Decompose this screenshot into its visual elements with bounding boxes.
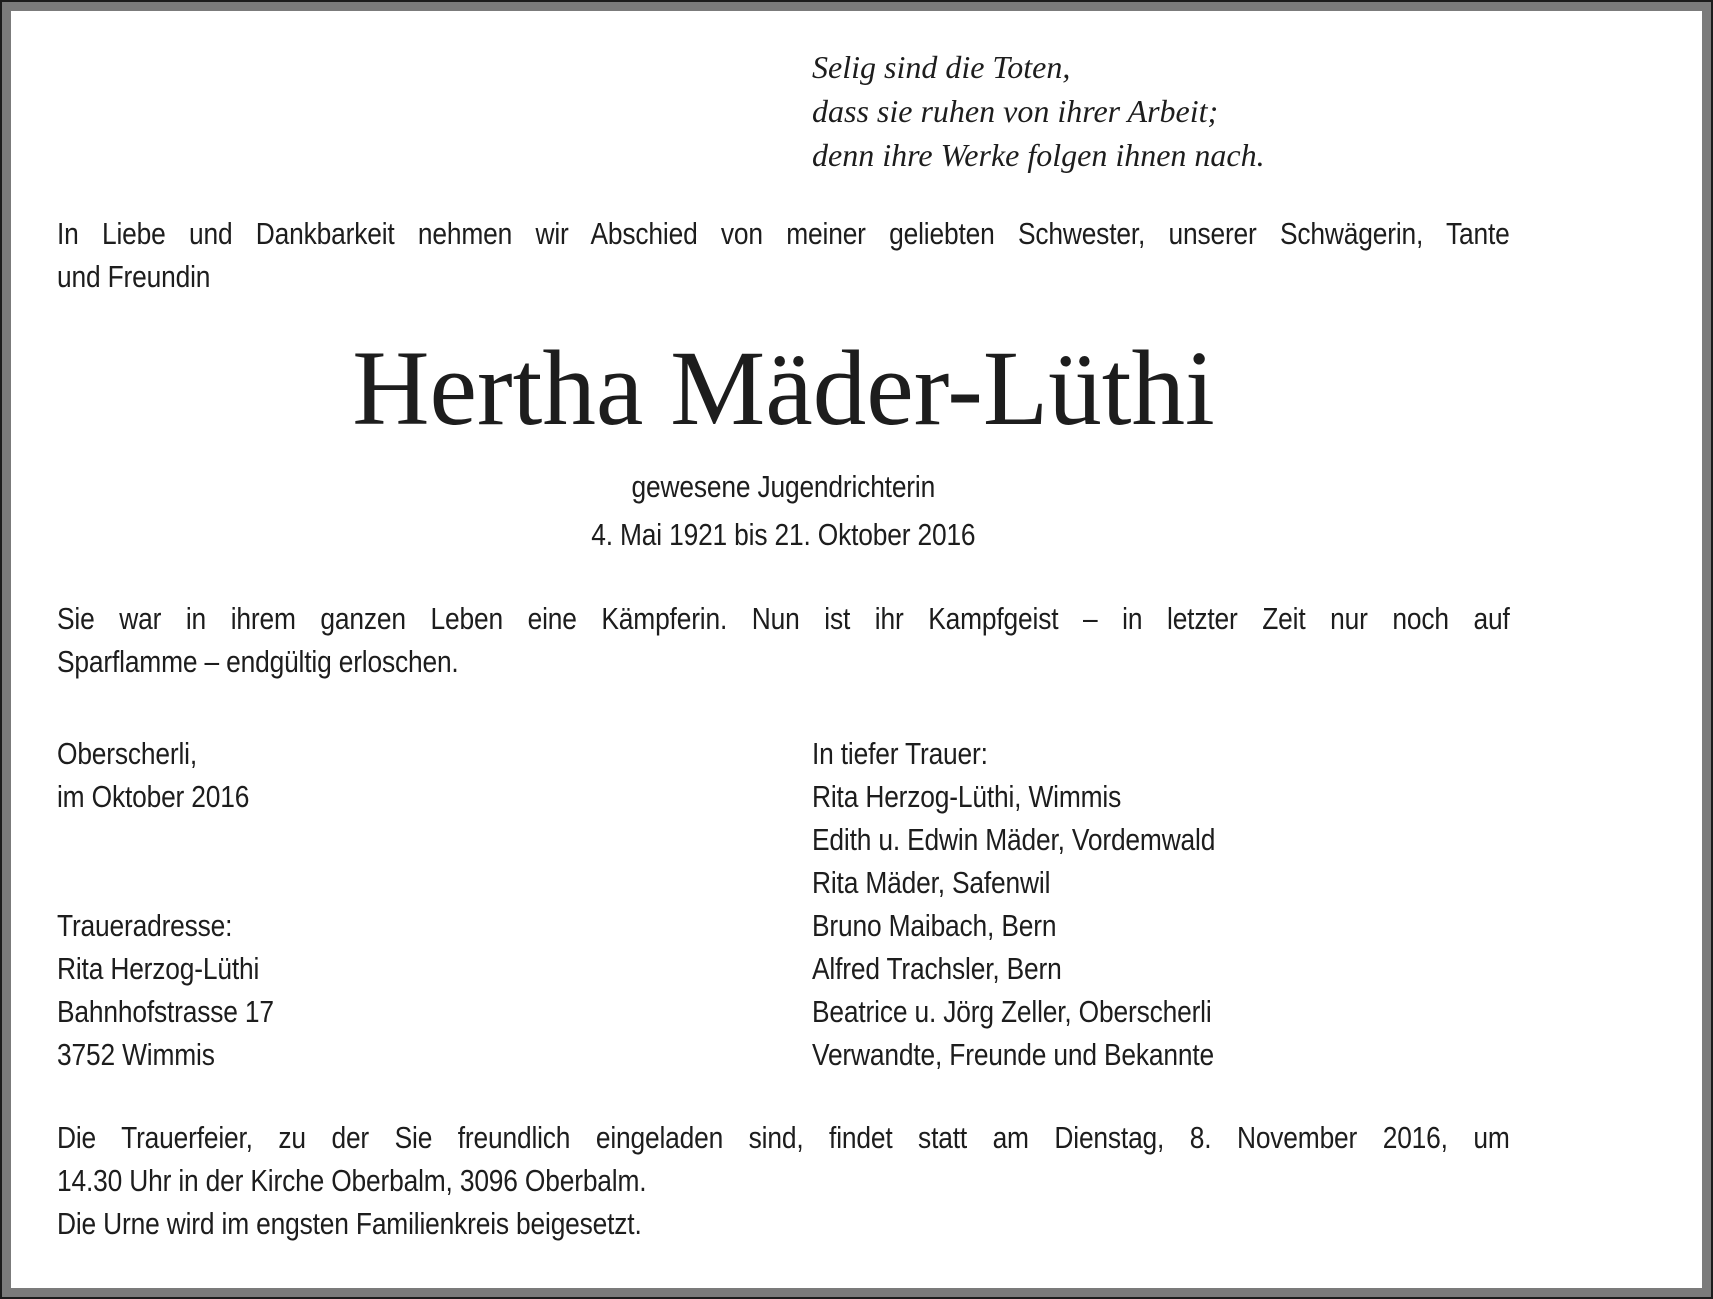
place-line: im Oktober 2016 — [57, 779, 250, 814]
mourners-column — [812, 732, 1577, 1076]
quote-line: Selig sind die Toten, — [812, 49, 1071, 85]
deceased-role: gewesene Jugendrichterin — [631, 469, 936, 504]
mourning-address-line: 3752 Wimmis — [57, 1037, 215, 1072]
funeral-line: Die Trauerfeier, zu der Sie freundlich eingeladen sind, findet statt am Dienstag, 8. November 2016, um — [57, 1120, 1510, 1155]
quote-line: dass sie ruhen von ihrer Arbeit; — [812, 93, 1219, 129]
mourning-address-line: Bahnhofstrasse 17 — [57, 994, 274, 1029]
obituary-line: Sie war in ihrem ganzen Leben eine Kämpferin. Nun ist ihr Kampfgeist – in letzter Zeit nur noch auf — [57, 601, 1510, 636]
funeral-line: 14.30 Uhr in der Kirche Oberbalm, 3096 Oberbalm. — [57, 1163, 647, 1198]
mourner-line: Beatrice u. Jörg Zeller, Oberscherli — [812, 994, 1212, 1029]
spacer-line — [57, 861, 737, 904]
mourner-line: Rita Mäder, Safenwil — [812, 865, 1051, 900]
life-dates: 4. Mai 1921 bis 21. Oktober 2016 — [591, 517, 976, 552]
mourner-line: Edith u. Edwin Mäder, Vordemwald — [812, 822, 1216, 857]
funeral-info-paragraph — [57, 1116, 1510, 1245]
mourning-address-line: Rita Herzog-Lüthi — [57, 951, 260, 986]
mourners-label: In tiefer Trauer: — [812, 736, 988, 771]
bible-quote — [812, 45, 1512, 177]
place-line: Oberscherli, — [57, 736, 198, 771]
quote-line: denn ihre Werke folgen ihnen nach. — [812, 137, 1265, 173]
mourner-line: Bruno Maibach, Bern — [812, 908, 1057, 943]
intro-line: In Liebe und Dankbarkeit nehmen wir Abschied von meiner geliebten Schwester, unserer Schwägerin, Tante — [57, 216, 1510, 251]
obituary-paragraph — [57, 597, 1510, 683]
mourning-address-label: Traueradresse: — [57, 908, 233, 943]
mourner-line: Verwandte, Freunde und Bekannte — [812, 1037, 1214, 1072]
funeral-line: Die Urne wird im engsten Familienkreis beigesetzt. — [57, 1206, 642, 1241]
intro-line: und Freundin — [57, 259, 211, 294]
spacer-line — [57, 818, 737, 861]
intro-paragraph — [57, 212, 1510, 298]
obituary-line: Sparflamme – endgültig erloschen. — [57, 644, 459, 679]
deceased-name: Hertha Mäder-Lüthi — [352, 330, 1215, 448]
place-and-address-column — [57, 732, 737, 1076]
mourner-line: Rita Herzog-Lüthi, Wimmis — [812, 779, 1122, 814]
mourner-line: Alfred Trachsler, Bern — [812, 951, 1062, 986]
